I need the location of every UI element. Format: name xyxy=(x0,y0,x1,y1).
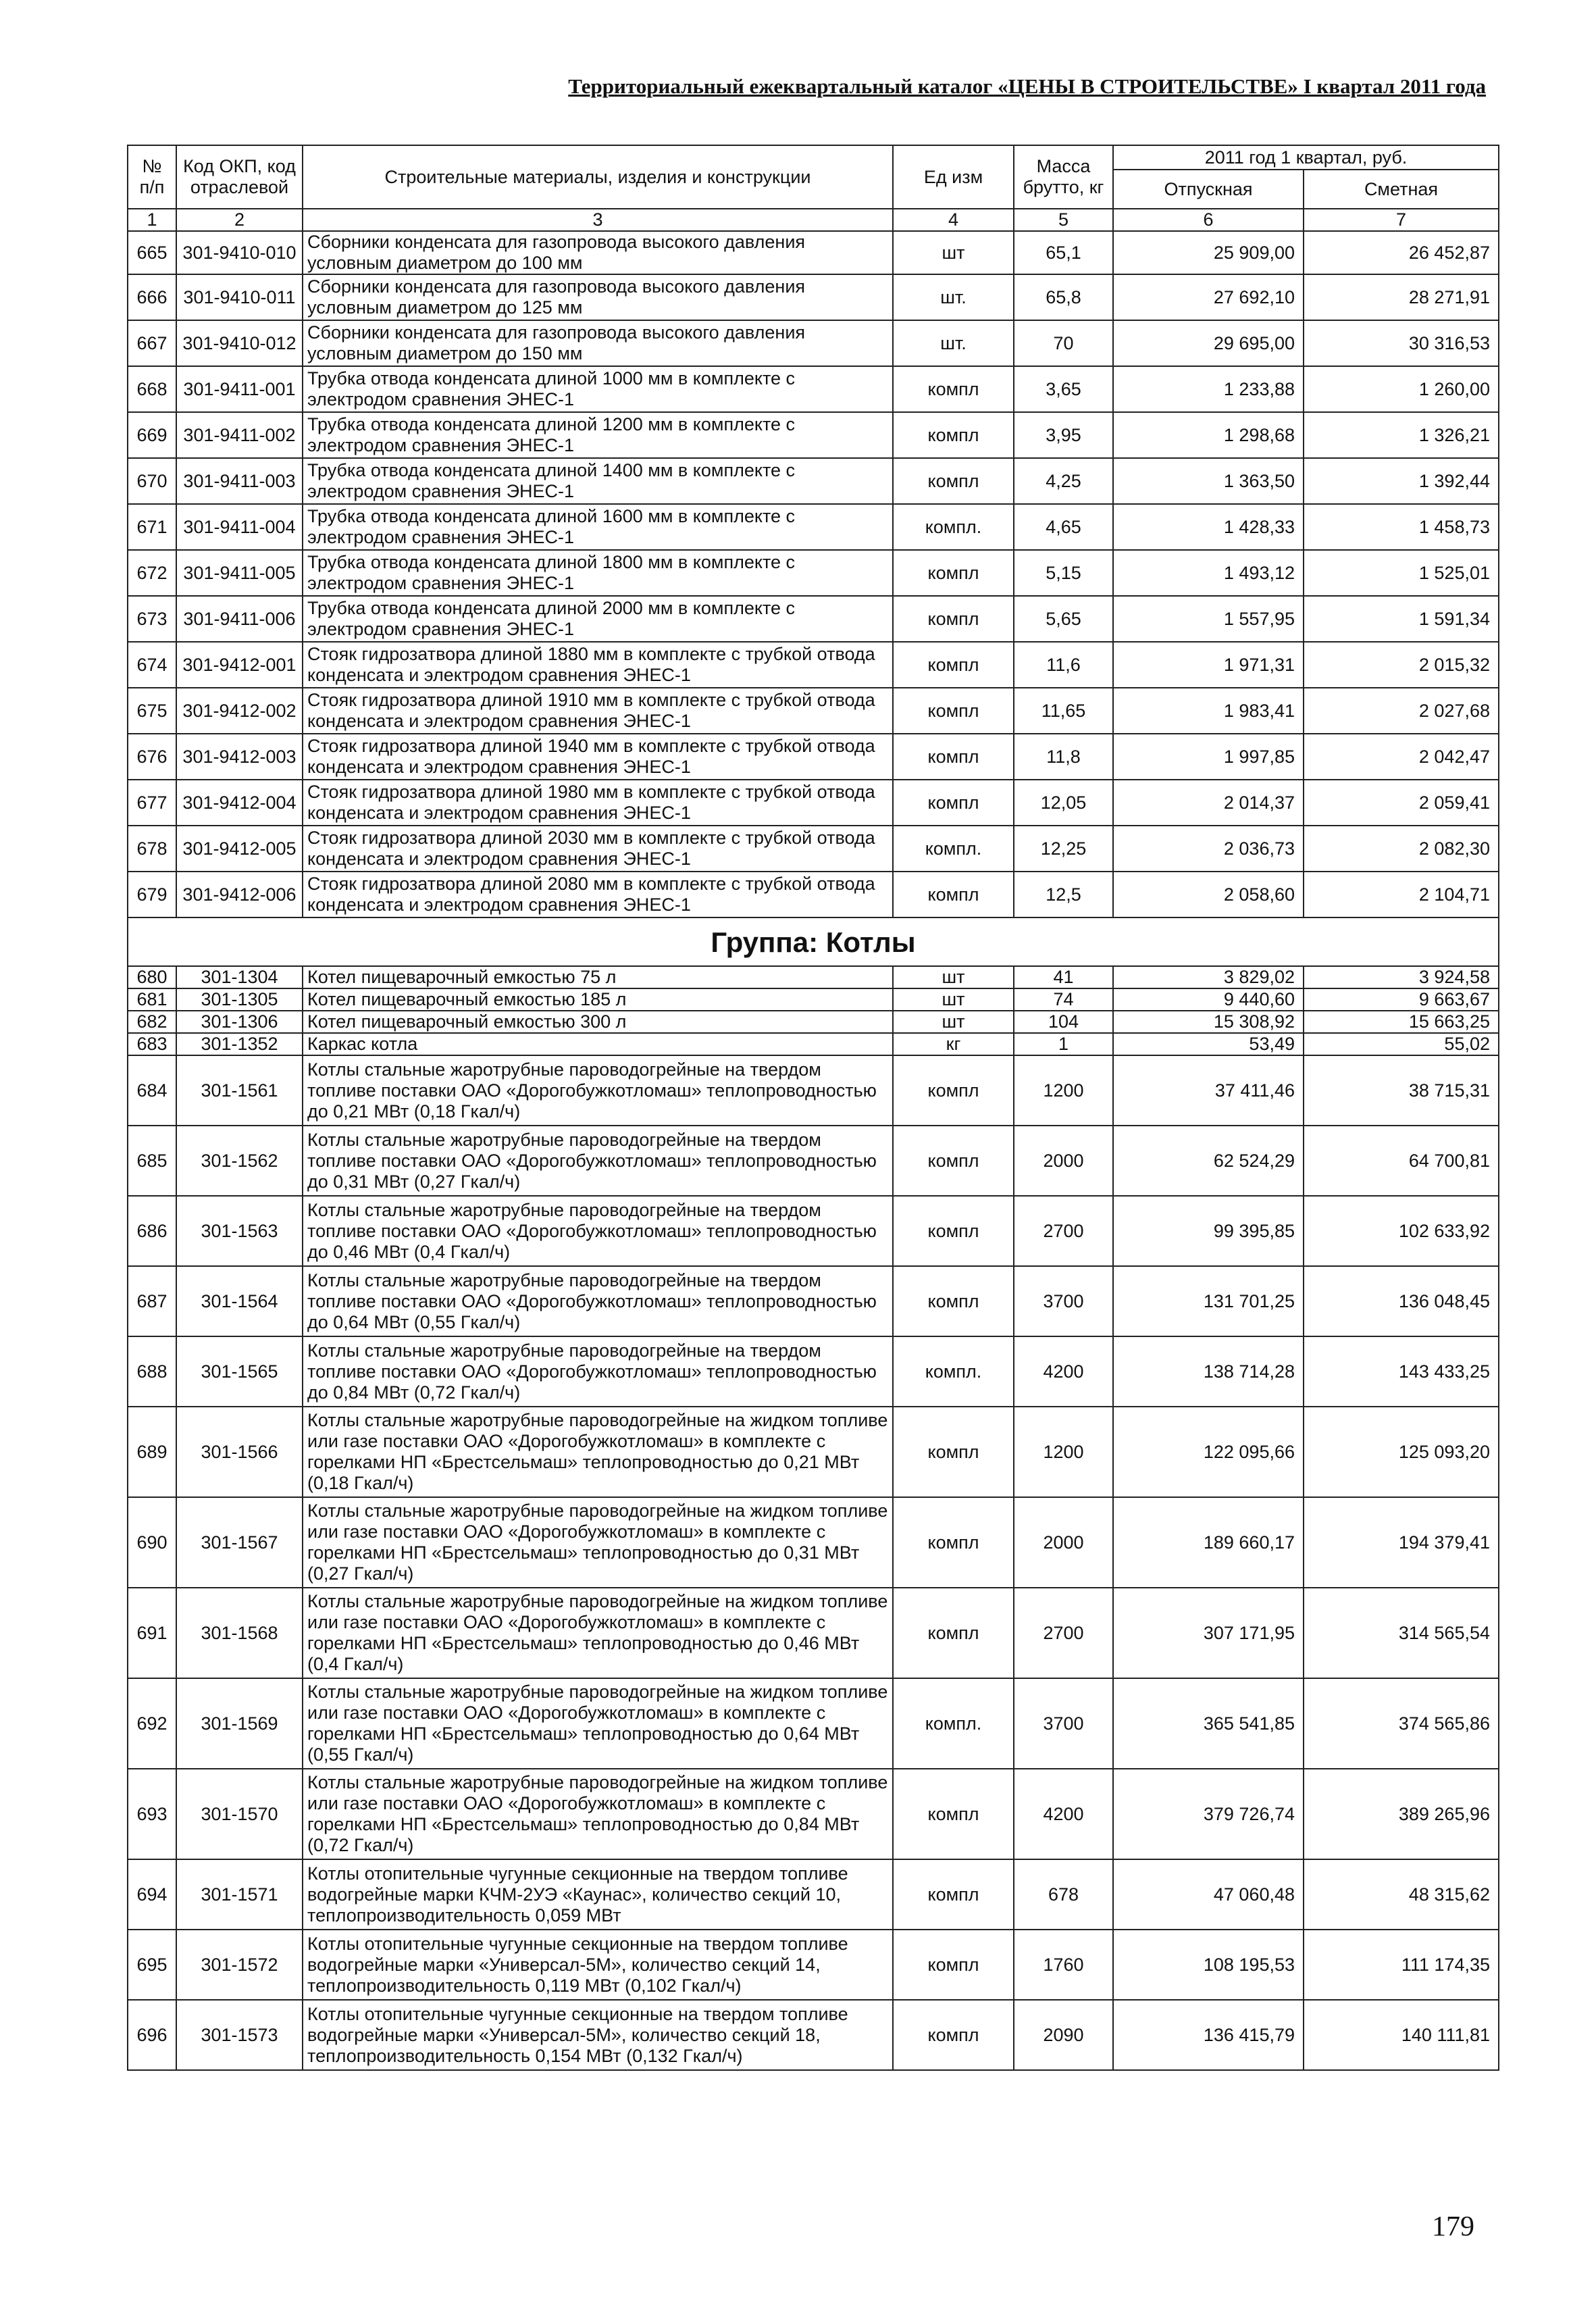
row-num: 692 xyxy=(128,1678,176,1769)
row-estimate-price: 28 271,91 xyxy=(1304,274,1499,320)
row-estimate-price: 1 458,73 xyxy=(1304,504,1499,550)
row-code: 301-1561 xyxy=(176,1055,303,1126)
col-header-num: № п/п xyxy=(128,145,176,209)
table-row xyxy=(128,988,1499,1011)
row-release-price: 62 524,29 xyxy=(1113,1126,1304,1196)
row-num: 678 xyxy=(128,826,176,872)
row-release-price: 1 493,12 xyxy=(1113,550,1304,596)
row-release-price: 29 695,00 xyxy=(1113,320,1304,366)
table-row xyxy=(128,780,1499,826)
row-name: Котлы стальные жаротрубные пароводогрейные на твердом топливе поставки ОАО «Дорогобужкотломаш» теплопроводностью до 0,46 МВт (0,4 Гкал/ч) xyxy=(303,1196,893,1266)
col-header-estimate-price: Сметная xyxy=(1304,170,1499,209)
row-mass: 4200 xyxy=(1014,1769,1113,1859)
row-unit: компл. xyxy=(893,504,1014,550)
row-code: 301-9411-003 xyxy=(176,458,303,504)
row-mass: 70 xyxy=(1014,320,1113,366)
row-unit: компл xyxy=(893,2000,1014,2070)
row-unit: компл xyxy=(893,366,1014,412)
row-num: 673 xyxy=(128,596,176,642)
row-name: Котлы стальные жаротрубные пароводогрейные на твердом топливе поставки ОАО «Дорогобужкотломаш» теплопроводностью до 0,31 МВт (0,27 Гкал/ч) xyxy=(303,1126,893,1196)
row-estimate-price: 389 265,96 xyxy=(1304,1769,1499,1859)
table-row xyxy=(128,1678,1499,1769)
row-num: 677 xyxy=(128,780,176,826)
row-estimate-price: 2 082,30 xyxy=(1304,826,1499,872)
row-estimate-price: 30 316,53 xyxy=(1304,320,1499,366)
row-unit: компл xyxy=(893,1930,1014,2000)
table-row xyxy=(128,1196,1499,1266)
row-code: 301-1562 xyxy=(176,1126,303,1196)
row-code: 301-9412-006 xyxy=(176,872,303,917)
row-unit: компл xyxy=(893,550,1014,596)
row-num: 675 xyxy=(128,688,176,734)
row-num: 694 xyxy=(128,1859,176,1930)
row-mass: 4,25 xyxy=(1014,458,1113,504)
row-unit: шт. xyxy=(893,274,1014,320)
row-code: 301-9412-001 xyxy=(176,642,303,688)
row-estimate-price: 111 174,35 xyxy=(1304,1930,1499,2000)
row-name: Трубка отвода конденсата длиной 2000 мм в комплекте с электродом сравнения ЭНЕС-1 xyxy=(303,596,893,642)
row-code: 301-1573 xyxy=(176,2000,303,2070)
row-unit: компл xyxy=(893,1588,1014,1678)
row-unit: компл xyxy=(893,1859,1014,1930)
row-estimate-price: 1 260,00 xyxy=(1304,366,1499,412)
row-release-price: 136 415,79 xyxy=(1113,2000,1304,2070)
row-mass: 3,65 xyxy=(1014,366,1113,412)
row-release-price: 9 440,60 xyxy=(1113,988,1304,1011)
row-release-price: 1 298,68 xyxy=(1113,412,1304,458)
row-mass: 5,15 xyxy=(1014,550,1113,596)
table-row xyxy=(128,966,1499,988)
group-row xyxy=(128,917,1499,966)
page-number: 179 xyxy=(1432,2211,1474,2242)
row-code: 301-9412-004 xyxy=(176,780,303,826)
row-mass: 5,65 xyxy=(1014,596,1113,642)
row-mass: 65,8 xyxy=(1014,274,1113,320)
row-name: Стояк гидрозатвора длиной 2030 мм в комплекте с трубкой отвода конденсата и электродом сравнения ЭНЕС-1 xyxy=(303,826,893,872)
row-release-price: 47 060,48 xyxy=(1113,1859,1304,1930)
row-estimate-price: 102 633,92 xyxy=(1304,1196,1499,1266)
table-row xyxy=(128,231,1499,274)
row-mass: 4,65 xyxy=(1014,504,1113,550)
row-mass: 1200 xyxy=(1014,1407,1113,1497)
row-mass: 1200 xyxy=(1014,1055,1113,1126)
row-code: 301-9410-010 xyxy=(176,231,303,274)
col-header-release-price: Отпускная xyxy=(1113,170,1304,209)
row-release-price: 53,49 xyxy=(1113,1033,1304,1055)
row-num: 691 xyxy=(128,1588,176,1678)
row-num: 676 xyxy=(128,734,176,780)
row-name: Каркас котла xyxy=(303,1033,893,1055)
row-num: 672 xyxy=(128,550,176,596)
row-num: 695 xyxy=(128,1930,176,2000)
table-row xyxy=(128,826,1499,872)
row-name: Котел пищеварочный емкостью 185 л xyxy=(303,988,893,1011)
row-unit: компл xyxy=(893,458,1014,504)
row-code: 301-1568 xyxy=(176,1588,303,1678)
row-estimate-price: 55,02 xyxy=(1304,1033,1499,1055)
row-name: Котлы стальные жаротрубные пароводогрейные на жидком топливе или газе поставки ОАО «Дорогобужкотломаш» в комплекте с горелками НП «Брестсельмаш» теплопроводностью до 0,31 МВт (0,27 Гкал/ч) xyxy=(303,1497,893,1588)
col-number-5: 5 xyxy=(1014,209,1113,231)
row-name: Трубка отвода конденсата длиной 1000 мм в комплекте с электродом сравнения ЭНЕС-1 xyxy=(303,366,893,412)
row-mass: 12,5 xyxy=(1014,872,1113,917)
row-release-price: 1 557,95 xyxy=(1113,596,1304,642)
row-mass: 11,6 xyxy=(1014,642,1113,688)
row-estimate-price: 1 326,21 xyxy=(1304,412,1499,458)
row-unit: шт. xyxy=(893,320,1014,366)
row-mass: 2090 xyxy=(1014,2000,1113,2070)
row-estimate-price: 125 093,20 xyxy=(1304,1407,1499,1497)
table-row xyxy=(128,1859,1499,1930)
row-num: 669 xyxy=(128,412,176,458)
row-release-price: 1 983,41 xyxy=(1113,688,1304,734)
row-unit: компл xyxy=(893,1126,1014,1196)
table-row xyxy=(128,642,1499,688)
row-release-price: 1 363,50 xyxy=(1113,458,1304,504)
row-code: 301-1565 xyxy=(176,1336,303,1407)
row-mass: 2700 xyxy=(1014,1588,1113,1678)
row-mass: 4200 xyxy=(1014,1336,1113,1407)
row-estimate-price: 194 379,41 xyxy=(1304,1497,1499,1588)
row-code: 301-9411-004 xyxy=(176,504,303,550)
row-num: 665 xyxy=(128,231,176,274)
row-name: Котлы стальные жаротрубные пароводогрейные на твердом топливе поставки ОАО «Дорогобужкотломаш» теплопроводностью до 0,21 МВт (0,18 Гкал/ч) xyxy=(303,1055,893,1126)
row-name: Трубка отвода конденсата длиной 1200 мм в комплекте с электродом сравнения ЭНЕС-1 xyxy=(303,412,893,458)
row-code: 301-1569 xyxy=(176,1678,303,1769)
row-mass: 12,05 xyxy=(1014,780,1113,826)
row-name: Трубка отвода конденсата длиной 1400 мм в комплекте с электродом сравнения ЭНЕС-1 xyxy=(303,458,893,504)
row-estimate-price: 314 565,54 xyxy=(1304,1588,1499,1678)
row-unit: компл xyxy=(893,596,1014,642)
row-release-price: 131 701,25 xyxy=(1113,1266,1304,1336)
row-num: 674 xyxy=(128,642,176,688)
col-header-unit: Ед изм xyxy=(893,145,1014,209)
row-num: 667 xyxy=(128,320,176,366)
row-code: 301-9410-012 xyxy=(176,320,303,366)
row-num: 687 xyxy=(128,1266,176,1336)
row-estimate-price: 140 111,81 xyxy=(1304,2000,1499,2070)
row-num: 696 xyxy=(128,2000,176,2070)
table-row xyxy=(128,320,1499,366)
row-release-price: 2 014,37 xyxy=(1113,780,1304,826)
row-unit: компл. xyxy=(893,826,1014,872)
table-row xyxy=(128,688,1499,734)
row-num: 666 xyxy=(128,274,176,320)
table-row xyxy=(128,1769,1499,1859)
row-estimate-price: 143 433,25 xyxy=(1304,1336,1499,1407)
row-name: Сборники конденсата для газопровода высокого давления условным диаметром до 100 мм xyxy=(303,231,893,274)
row-num: 689 xyxy=(128,1407,176,1497)
row-unit: компл xyxy=(893,1055,1014,1126)
table-row xyxy=(128,596,1499,642)
row-name: Котлы стальные жаротрубные пароводогрейные на твердом топливе поставки ОАО «Дорогобужкотломаш» теплопроводностью до 0,64 МВт (0,55 Гкал/ч) xyxy=(303,1266,893,1336)
row-estimate-price: 48 315,62 xyxy=(1304,1859,1499,1930)
row-release-price: 27 692,10 xyxy=(1113,274,1304,320)
row-name: Стояк гидрозатвора длиной 1910 мм в комплекте с трубкой отвода конденсата и электродом сравнения ЭНЕС-1 xyxy=(303,688,893,734)
row-estimate-price: 64 700,81 xyxy=(1304,1126,1499,1196)
row-code: 301-1564 xyxy=(176,1266,303,1336)
table-row xyxy=(128,1407,1499,1497)
row-estimate-price: 2 027,68 xyxy=(1304,688,1499,734)
row-mass: 3,95 xyxy=(1014,412,1113,458)
row-estimate-price: 3 924,58 xyxy=(1304,966,1499,988)
row-estimate-price: 2 059,41 xyxy=(1304,780,1499,826)
row-mass: 2700 xyxy=(1014,1196,1113,1266)
row-code: 301-1571 xyxy=(176,1859,303,1930)
row-num: 693 xyxy=(128,1769,176,1859)
table-row xyxy=(128,1055,1499,1126)
table-body-boilers xyxy=(128,966,1499,2070)
row-unit: компл xyxy=(893,1407,1014,1497)
row-code: 301-9411-005 xyxy=(176,550,303,596)
row-release-price: 122 095,66 xyxy=(1113,1407,1304,1497)
row-unit: компл xyxy=(893,780,1014,826)
col-number-2: 2 xyxy=(176,209,303,231)
catalog-header: Территориальный ежеквартальный каталог «ЦЕНЫ В СТРОИТЕЛЬСТВЕ» I квартал 2011 года xyxy=(568,74,1486,98)
row-num: 686 xyxy=(128,1196,176,1266)
table-row xyxy=(128,1497,1499,1588)
row-unit: компл xyxy=(893,1196,1014,1266)
row-release-price: 2 036,73 xyxy=(1113,826,1304,872)
row-release-price: 307 171,95 xyxy=(1113,1588,1304,1678)
row-num: 670 xyxy=(128,458,176,504)
row-release-price: 1 233,88 xyxy=(1113,366,1304,412)
table-row xyxy=(128,1266,1499,1336)
row-release-price: 1 428,33 xyxy=(1113,504,1304,550)
row-mass: 41 xyxy=(1014,966,1113,988)
row-code: 301-9410-011 xyxy=(176,274,303,320)
group-label: Группа: Котлы xyxy=(128,917,1499,966)
row-estimate-price: 38 715,31 xyxy=(1304,1055,1499,1126)
row-num: 681 xyxy=(128,988,176,1011)
row-release-price: 379 726,74 xyxy=(1113,1769,1304,1859)
row-estimate-price: 26 452,87 xyxy=(1304,231,1499,274)
row-unit: компл xyxy=(893,872,1014,917)
table-row xyxy=(128,1126,1499,1196)
row-mass: 11,8 xyxy=(1014,734,1113,780)
row-code: 301-1304 xyxy=(176,966,303,988)
col-header-period: 2011 год 1 квартал, руб. xyxy=(1113,145,1499,170)
table-row xyxy=(128,458,1499,504)
row-name: Котлы стальные жаротрубные пароводогрейные на жидком топливе или газе поставки ОАО «Дорогобужкотломаш» в комплекте с горелками НП «Брестсельмаш» теплопроводностью до 0,84 МВт (0,72 Гкал/ч) xyxy=(303,1769,893,1859)
row-name: Котел пищеварочный емкостью 300 л xyxy=(303,1011,893,1033)
row-mass: 104 xyxy=(1014,1011,1113,1033)
row-mass: 2000 xyxy=(1014,1497,1113,1588)
col-number-7: 7 xyxy=(1304,209,1499,231)
row-name: Сборники конденсата для газопровода высокого давления условным диаметром до 125 мм xyxy=(303,274,893,320)
row-mass: 2000 xyxy=(1014,1126,1113,1196)
row-unit: компл xyxy=(893,412,1014,458)
table-row xyxy=(128,274,1499,320)
row-code: 301-1563 xyxy=(176,1196,303,1266)
row-num: 671 xyxy=(128,504,176,550)
table-row xyxy=(128,366,1499,412)
table-row xyxy=(128,1930,1499,2000)
row-unit: компл. xyxy=(893,1336,1014,1407)
row-num: 679 xyxy=(128,872,176,917)
row-estimate-price: 374 565,86 xyxy=(1304,1678,1499,1769)
row-estimate-price: 1 525,01 xyxy=(1304,550,1499,596)
row-release-price: 15 308,92 xyxy=(1113,1011,1304,1033)
row-name: Котлы стальные жаротрубные пароводогрейные на жидком топливе или газе поставки ОАО «Дорогобужкотломаш» в комплекте с горелками НП «Брестсельмаш» теплопроводностью до 0,64 МВт (0,55 Гкал/ч) xyxy=(303,1678,893,1769)
row-release-price: 365 541,85 xyxy=(1113,1678,1304,1769)
table-row xyxy=(128,734,1499,780)
row-release-price: 2 058,60 xyxy=(1113,872,1304,917)
row-unit: компл xyxy=(893,688,1014,734)
row-release-price: 108 195,53 xyxy=(1113,1930,1304,2000)
row-name: Трубка отвода конденсата длиной 1600 мм в комплекте с электродом сравнения ЭНЕС-1 xyxy=(303,504,893,550)
row-name: Котлы стальные жаротрубные пароводогрейные на твердом топливе поставки ОАО «Дорогобужкотломаш» теплопроводностью до 0,84 МВт (0,72 Гкал/ч) xyxy=(303,1336,893,1407)
row-code: 301-9411-006 xyxy=(176,596,303,642)
row-code: 301-1566 xyxy=(176,1407,303,1497)
row-unit: шт xyxy=(893,1011,1014,1033)
row-num: 682 xyxy=(128,1011,176,1033)
table-row xyxy=(128,1033,1499,1055)
row-name: Сборники конденсата для газопровода высокого давления условным диаметром до 150 мм xyxy=(303,320,893,366)
row-release-price: 99 395,85 xyxy=(1113,1196,1304,1266)
row-estimate-price: 136 048,45 xyxy=(1304,1266,1499,1336)
row-estimate-price: 2 104,71 xyxy=(1304,872,1499,917)
row-unit: компл xyxy=(893,734,1014,780)
row-code: 301-1305 xyxy=(176,988,303,1011)
row-estimate-price: 1 591,34 xyxy=(1304,596,1499,642)
table-body-group xyxy=(128,917,1499,966)
row-code: 301-1567 xyxy=(176,1497,303,1588)
row-name: Стояк гидрозатвора длиной 1880 мм в комплекте с трубкой отвода конденсата и электродом сравнения ЭНЕС-1 xyxy=(303,642,893,688)
row-release-price: 25 909,00 xyxy=(1113,231,1304,274)
row-num: 680 xyxy=(128,966,176,988)
row-mass: 65,1 xyxy=(1014,231,1113,274)
row-mass: 12,25 xyxy=(1014,826,1113,872)
row-code: 301-1352 xyxy=(176,1033,303,1055)
row-code: 301-9411-001 xyxy=(176,366,303,412)
row-estimate-price: 9 663,67 xyxy=(1304,988,1499,1011)
row-estimate-price: 1 392,44 xyxy=(1304,458,1499,504)
row-release-price: 1 997,85 xyxy=(1113,734,1304,780)
row-unit: компл xyxy=(893,1769,1014,1859)
table-row xyxy=(128,504,1499,550)
row-estimate-price: 15 663,25 xyxy=(1304,1011,1499,1033)
row-name: Стояк гидрозатвора длиной 2080 мм в комплекте с трубкой отвода конденсата и электродом сравнения ЭНЕС-1 xyxy=(303,872,893,917)
row-num: 690 xyxy=(128,1497,176,1588)
row-name: Котел пищеварочный емкостью 75 л xyxy=(303,966,893,988)
row-unit: шт xyxy=(893,231,1014,274)
col-number-3: 3 xyxy=(303,209,893,231)
row-unit: компл. xyxy=(893,1678,1014,1769)
row-unit: шт xyxy=(893,966,1014,988)
table-body-condensate xyxy=(128,231,1499,917)
row-name: Стояк гидрозатвора длиной 1980 мм в комплекте с трубкой отвода конденсата и электродом сравнения ЭНЕС-1 xyxy=(303,780,893,826)
row-release-price: 189 660,17 xyxy=(1113,1497,1304,1588)
col-number-6: 6 xyxy=(1113,209,1304,231)
row-mass: 3700 xyxy=(1014,1678,1113,1769)
table-row xyxy=(128,1588,1499,1678)
row-release-price: 138 714,28 xyxy=(1113,1336,1304,1407)
table-row xyxy=(128,1336,1499,1407)
price-table xyxy=(127,145,1499,2071)
table-row xyxy=(128,872,1499,917)
row-estimate-price: 2 015,32 xyxy=(1304,642,1499,688)
table-row xyxy=(128,2000,1499,2070)
col-header-name: Строительные материалы, изделия и конструкции xyxy=(303,145,893,209)
row-mass: 3700 xyxy=(1014,1266,1113,1336)
row-unit: компл xyxy=(893,1497,1014,1588)
row-release-price: 37 411,46 xyxy=(1113,1055,1304,1126)
table-row xyxy=(128,550,1499,596)
row-num: 685 xyxy=(128,1126,176,1196)
row-code: 301-1572 xyxy=(176,1930,303,2000)
row-mass: 1760 xyxy=(1014,1930,1113,2000)
row-code: 301-9412-005 xyxy=(176,826,303,872)
row-num: 688 xyxy=(128,1336,176,1407)
row-unit: шт xyxy=(893,988,1014,1011)
col-number-1: 1 xyxy=(128,209,176,231)
row-num: 684 xyxy=(128,1055,176,1126)
row-name: Котлы отопительные чугунные секционные на твердом топливе водогрейные марки КЧМ-2УЭ «Каунас», количество секций 10, теплопроизводительность 0,059 МВт xyxy=(303,1859,893,1930)
row-name: Котлы отопительные чугунные секционные на твердом топливе водогрейные марки «Универсал-5М», количество секций 18, теплопроизводительность 0,154 МВт (0,132 Гкал/ч) xyxy=(303,2000,893,2070)
table-row xyxy=(128,1011,1499,1033)
row-name: Котлы отопительные чугунные секционные на твердом топливе водогрейные марки «Универсал-5М», количество секций 14, теплопроизводительность 0,119 МВт (0,102 Гкал/ч) xyxy=(303,1930,893,2000)
row-name: Трубка отвода конденсата длиной 1800 мм в комплекте с электродом сравнения ЭНЕС-1 xyxy=(303,550,893,596)
row-name: Котлы стальные жаротрубные пароводогрейные на жидком топливе или газе поставки ОАО «Дорогобужкотломаш» в комплекте с горелками НП «Брестсельмаш» теплопроводностью до 0,46 МВт (0,4 Гкал/ч) xyxy=(303,1588,893,1678)
row-unit: компл xyxy=(893,642,1014,688)
row-release-price: 3 829,02 xyxy=(1113,966,1304,988)
row-name: Котлы стальные жаротрубные пароводогрейные на жидком топливе или газе поставки ОАО «Дорогобужкотломаш» в комплекте с горелками НП «Брестсельмаш» теплопроводностью до 0,21 МВт (0,18 Гкал/ч) xyxy=(303,1407,893,1497)
row-code: 301-9412-003 xyxy=(176,734,303,780)
row-code: 301-1306 xyxy=(176,1011,303,1033)
row-release-price: 1 971,31 xyxy=(1113,642,1304,688)
row-code: 301-1570 xyxy=(176,1769,303,1859)
table-row xyxy=(128,412,1499,458)
row-estimate-price: 2 042,47 xyxy=(1304,734,1499,780)
row-num: 683 xyxy=(128,1033,176,1055)
row-name: Стояк гидрозатвора длиной 1940 мм в комплекте с трубкой отвода конденсата и электродом сравнения ЭНЕС-1 xyxy=(303,734,893,780)
row-mass: 11,65 xyxy=(1014,688,1113,734)
row-code: 301-9412-002 xyxy=(176,688,303,734)
col-header-code: Код ОКП, код отраслевой xyxy=(176,145,303,209)
row-mass: 74 xyxy=(1014,988,1113,1011)
col-header-mass: Масса брутто, кг xyxy=(1014,145,1113,209)
row-num: 668 xyxy=(128,366,176,412)
col-number-4: 4 xyxy=(893,209,1014,231)
row-code: 301-9411-002 xyxy=(176,412,303,458)
row-unit: компл xyxy=(893,1266,1014,1336)
row-unit: кг xyxy=(893,1033,1014,1055)
row-mass: 1 xyxy=(1014,1033,1113,1055)
row-mass: 678 xyxy=(1014,1859,1113,1930)
